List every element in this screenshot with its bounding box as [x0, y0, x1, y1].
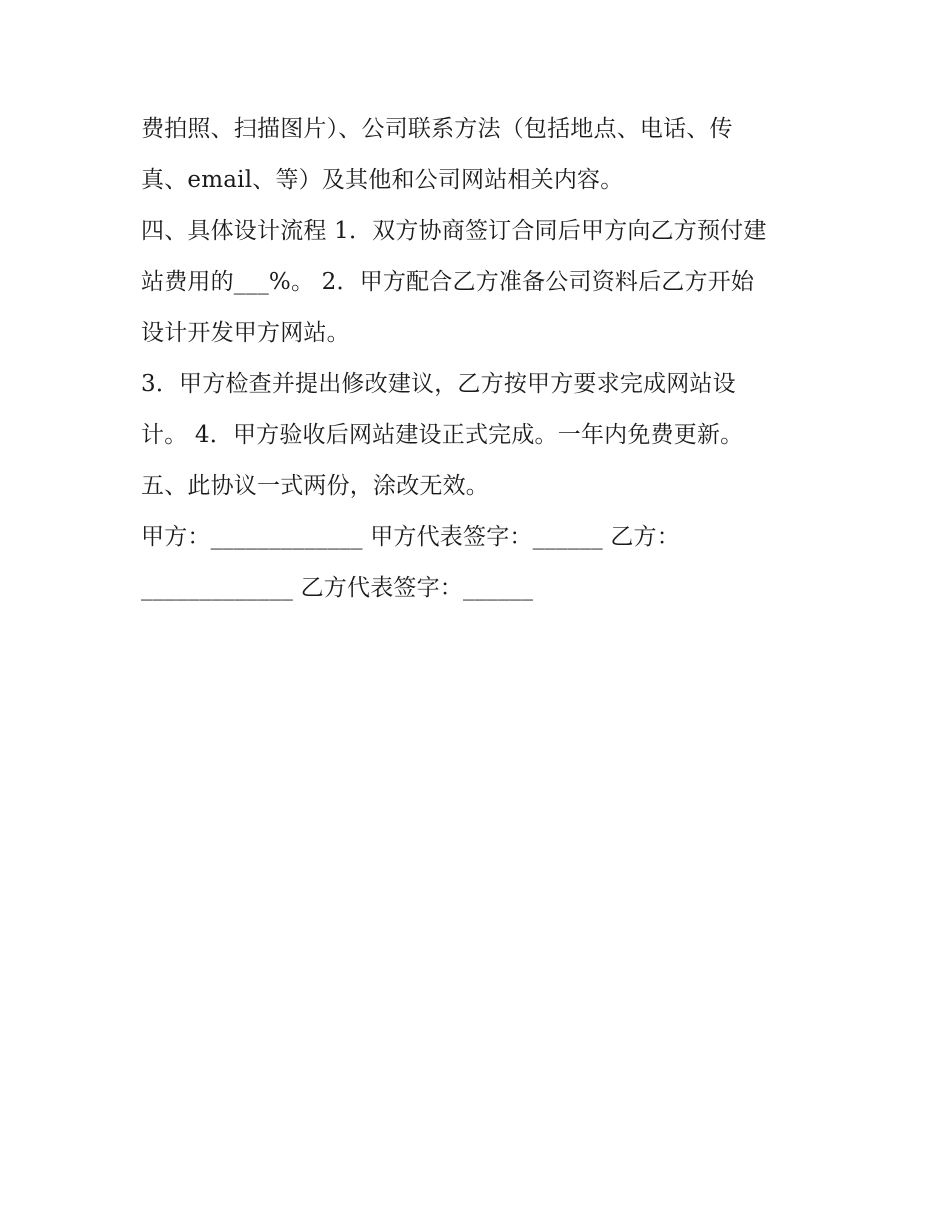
text-line-8: 五、此协议一式两份，涂改无效。: [141, 473, 489, 499]
text-line-6: 3．甲方检查并提出修改建议，乙方按甲方要求完成网站设: [141, 371, 736, 397]
text-line-7: 计。 4．甲方验收后网站建设正式完成。一年内免费更新。: [141, 422, 744, 448]
text-line-2: 真、email、等）及其他和公司网站相关内容。: [141, 167, 624, 193]
text-line-5: 设计开发甲方网站。: [141, 320, 350, 346]
text-line-4: 站费用的___%。 2．甲方配合乙方准备公司资料后乙方开始: [141, 269, 755, 295]
signature-line-2: _____________ 乙方代表签字：______: [141, 575, 534, 601]
text-line-3: 四、具体设计流程 1．双方协商签订合同后甲方向乙方预付建: [141, 218, 767, 244]
signature-line-1: 甲方：_____________ 甲方代表签字：______ 乙方：: [141, 524, 680, 550]
text-line-1: 费拍照、扫描图片）、公司联系方法（包括地点、电话、传: [141, 116, 733, 142]
document-body: [141, 104, 821, 614]
